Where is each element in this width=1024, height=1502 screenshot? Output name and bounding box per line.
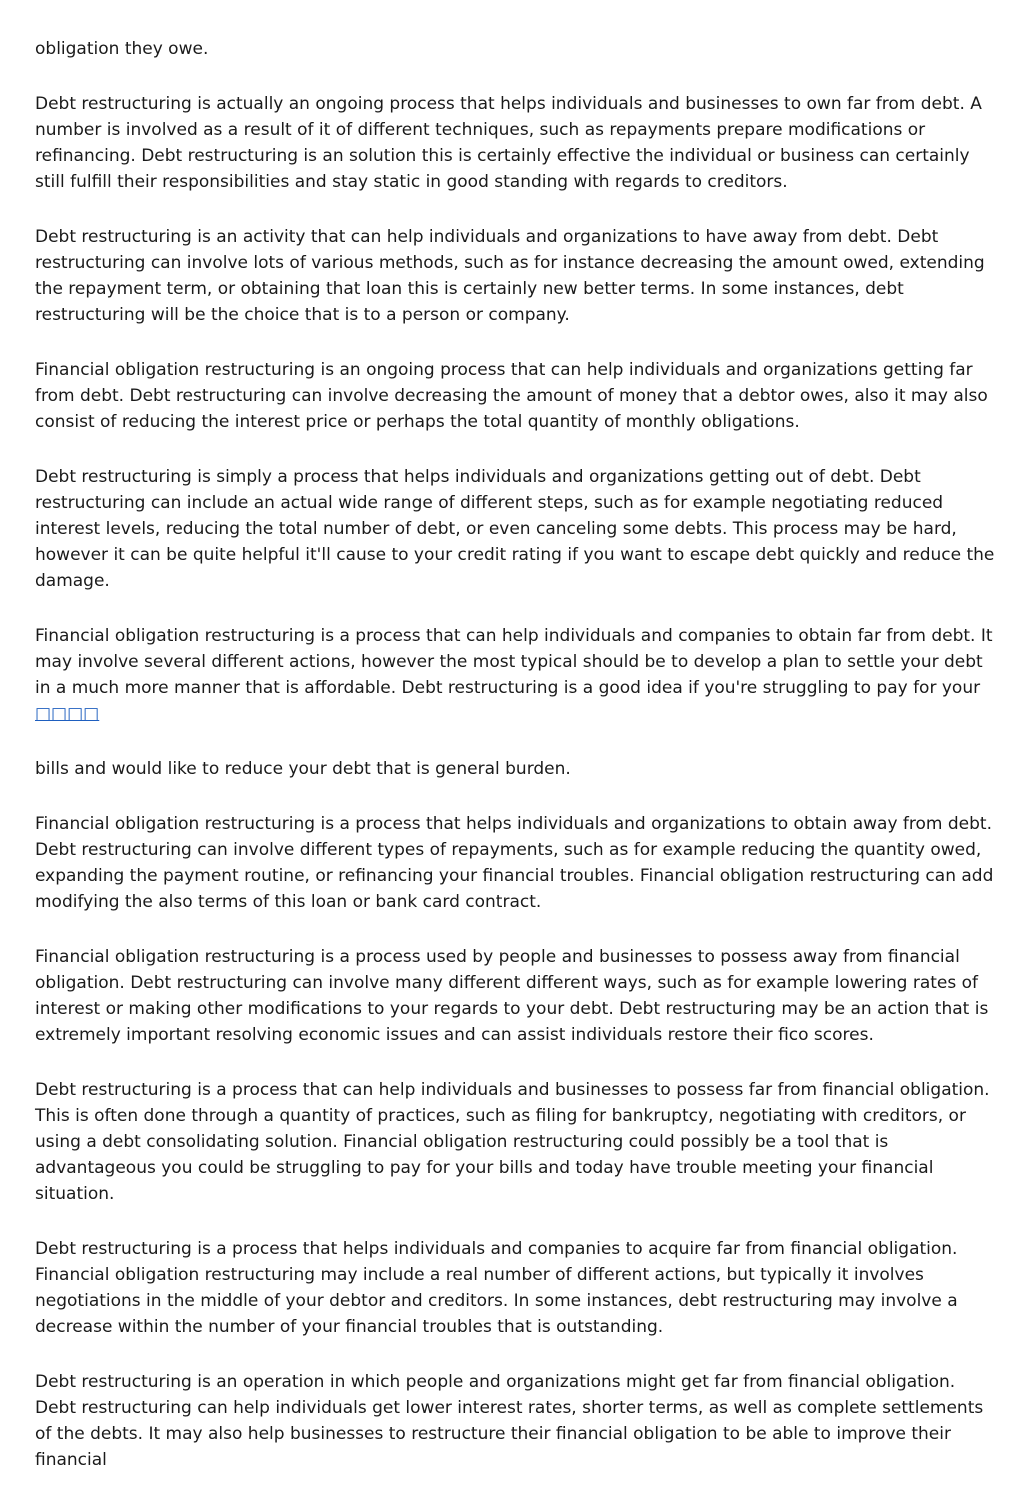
paragraph-2: Debt restructuring is actually an ongoing process that helps individuals and businesses to own far from debt. A number is involved as a result of it of different techniques, such as repayments prepare modifications or refinancing. Debt restructuring is an solution this is certainly effective the individual or business can certainly still fulfill their responsibilities and stay static in good standing with regards to creditors.	[35, 94, 982, 192]
paragraph-10: Debt restructuring is a process that can help individuals and businesses to possess far from financial obligation. This is often done through a quantity of practices, such as filing for bankruptcy, negotiating with creditors, or using a debt consolidating solution. Financial obligation restructuring could possibly be a tool that is advantageous you could be struggling to pay for your bills and today have trouble meeting your financial situation.	[35, 1080, 990, 1204]
inline-link[interactable]: □□□□	[35, 704, 100, 724]
paragraph-3: Debt restructuring is an activity that can help individuals and organizations to have away from debt. Debt restructuring can involve lots of various methods, such as for instance decreasing the amount owed, extending the repayment term, or obtaining that loan this is certainly new better terms. In some instances, debt restructuring will be the choice that is to a person or company.	[35, 227, 985, 325]
paragraph-9: Financial obligation restructuring is a process used by people and businesses to possess away from financial obligation. Debt restructuring can involve many different different ways, such as for example lowering rates of interest or making other modifications to your regards to your debt. Debt restructuring may be an action that is extremely important resolving economic issues and can assist individuals restore their fico scores.	[35, 947, 989, 1045]
paragraph-7: bills and would like to reduce your debt that is general burden.	[35, 759, 571, 779]
paragraph-8: Financial obligation restructuring is a process that helps individuals and organizations to obtain away from debt. Debt restructuring can involve different types of repayments, such as for example reducing the quantity owed, expanding the payment routine, or refinancing your financial troubles. Financial obligation restructuring can add modifying the also terms of this loan or bank card contract.	[35, 814, 994, 912]
paragraph-11: Debt restructuring is a process that helps individuals and companies to acquire far from financial obligation. Financial obligation restructuring may include a real number of different actions, but typically it involves negotiations in the middle of your debtor and creditors. In some instances, debt restructuring may involve a decrease within the number of your financial troubles that is outstanding.	[35, 1239, 958, 1337]
paragraph-4: Financial obligation restructuring is an ongoing process that can help individuals and organizations getting far from debt. Debt restructuring can involve decreasing the amount of money that a debtor owes, also it may also consist of reducing the interest price or perhaps the total quantity of monthly obligations.	[35, 360, 988, 432]
link-container	[35, 701, 995, 727]
paragraph-1: obligation they owe.	[35, 39, 209, 59]
paragraph-6: Financial obligation restructuring is a process that can help individuals and companies to obtain far from debt. It may involve several different actions, however the most typical should be to develop a plan to settle your debt in a much more manner that is affordable. Debt restructuring is a good idea if you're struggling to pay for your	[35, 626, 993, 698]
paragraph-5: Debt restructuring is simply a process that helps individuals and organizations getting out of debt. Debt restructuring can include an actual wide range of different steps, such as for example negotiating reduced interest levels, reducing the total number of debt, or even canceling some debts. This process may be hard, however it can be quite helpful it'll cause to your credit rating if you want to escape debt quickly and reduce the damage.	[35, 467, 995, 591]
document-body	[35, 36, 995, 1502]
paragraph-12: Debt restructuring is an operation in which people and organizations might get far from financial obligation. Debt restructuring can help individuals get lower interest rates, shorter terms, as well as complete settlements of the debts. It may also help businesses to restructure their financial obligation to be able to improve their financial	[35, 1372, 984, 1470]
